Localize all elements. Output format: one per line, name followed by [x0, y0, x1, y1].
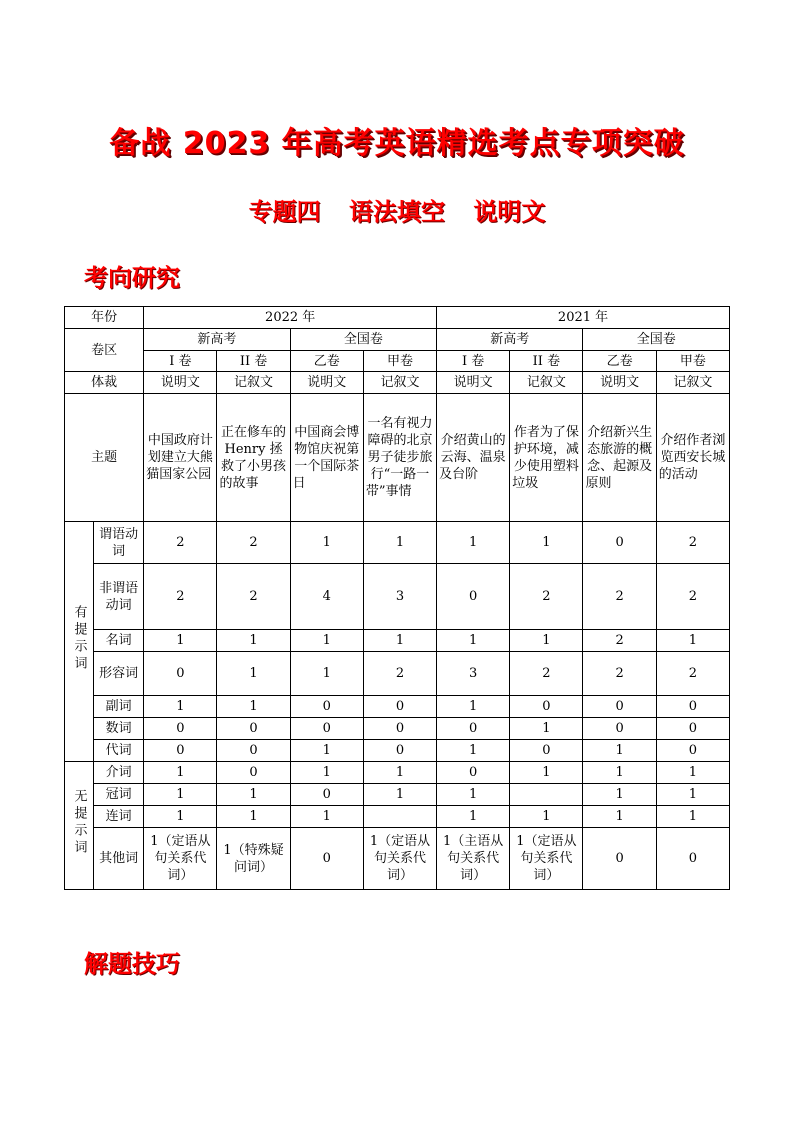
- count-cell: 0: [583, 718, 656, 740]
- count-cell: 2: [217, 564, 290, 630]
- count-cell: 1: [510, 718, 583, 740]
- section-heading-research: 考向研究: [84, 264, 180, 292]
- word-type-label: 其他词: [94, 828, 144, 890]
- genre-cell: 记叙文: [217, 372, 290, 394]
- subtitle-type: 语法填空: [349, 198, 445, 226]
- paper-cell: 甲卷: [363, 351, 436, 372]
- header-year: 年份: [65, 307, 144, 329]
- count-cell: 2: [656, 522, 729, 564]
- count-cell: 1: [144, 784, 217, 806]
- paper-cell: 乙卷: [583, 351, 656, 372]
- count-cell: 0: [583, 522, 656, 564]
- data-row: [65, 718, 730, 740]
- count-cell: 1: [583, 740, 656, 762]
- count-cell: 1: [217, 630, 290, 652]
- count-cell: 1: [217, 806, 290, 828]
- count-cell: 2: [144, 564, 217, 630]
- count-cell: 1（定语从句关系代词）: [510, 828, 583, 890]
- count-cell: 1: [144, 762, 217, 784]
- topic-cell: 中国政府计划建立大熊猫国家公园: [144, 394, 217, 522]
- count-cell: 1: [363, 762, 436, 784]
- count-cell: 1: [290, 740, 363, 762]
- count-cell: 0: [656, 718, 729, 740]
- count-cell: 1: [437, 740, 510, 762]
- header-topic: 主题: [65, 394, 144, 522]
- count-cell: 1: [290, 762, 363, 784]
- count-cell: 1: [144, 696, 217, 718]
- count-cell: 1: [437, 696, 510, 718]
- genre-cell: 说明文: [583, 372, 656, 394]
- topic-cell: 介绍作者浏览西安长城的活动: [656, 394, 729, 522]
- count-cell: 1: [656, 762, 729, 784]
- count-cell: 2: [510, 652, 583, 696]
- count-cell: 1: [510, 806, 583, 828]
- data-row: [65, 696, 730, 718]
- genre-cell: 记叙文: [363, 372, 436, 394]
- data-row: [65, 828, 730, 890]
- paper-cell: II 卷: [217, 351, 290, 372]
- data-row: [65, 564, 730, 630]
- group-cell: 全国卷: [290, 329, 436, 351]
- count-cell: 0: [656, 740, 729, 762]
- genre-cell: 记叙文: [656, 372, 729, 394]
- word-type-label: 谓语动词: [94, 522, 144, 564]
- count-cell: 3: [363, 564, 436, 630]
- count-cell: 1: [510, 762, 583, 784]
- topic-cell: 介绍新兴生态旅游的概念、起源及原则: [583, 394, 656, 522]
- count-cell: 0: [437, 718, 510, 740]
- header-genre: 体裁: [65, 372, 144, 394]
- row-topic: [65, 394, 730, 522]
- count-cell: 0: [437, 762, 510, 784]
- count-cell: 0: [437, 564, 510, 630]
- topic-cell: 中国商会博物馆庆祝第一个国际茶日: [290, 394, 363, 522]
- count-cell: 1: [656, 806, 729, 828]
- row-genre: [65, 372, 730, 394]
- count-cell: 0: [290, 696, 363, 718]
- count-cell: 0: [363, 696, 436, 718]
- group-without-hint-label: 无提示词: [71, 789, 87, 857]
- count-cell: 0: [290, 828, 363, 890]
- word-type-label: 副词: [94, 696, 144, 718]
- count-cell: 0: [144, 652, 217, 696]
- count-cell: 1（特殊疑问词）: [217, 828, 290, 890]
- count-cell: 1（定语从句关系代词）: [363, 828, 436, 890]
- year-2021: 2021 年: [437, 307, 730, 329]
- count-cell: [363, 806, 436, 828]
- count-cell: 1: [437, 522, 510, 564]
- count-cell: 0: [217, 740, 290, 762]
- subtitle-genre: 说明文: [473, 198, 546, 226]
- group-with-hint-label: 有提示词: [71, 605, 87, 673]
- genre-cell: 说明文: [290, 372, 363, 394]
- count-cell: 3: [437, 652, 510, 696]
- count-cell: 4: [290, 564, 363, 630]
- count-cell: 1: [656, 630, 729, 652]
- paper-cell: I 卷: [144, 351, 217, 372]
- count-cell: 0: [363, 718, 436, 740]
- data-row: [65, 522, 730, 564]
- word-type-label: 代词: [94, 740, 144, 762]
- count-cell: 1（主语从句关系代词）: [437, 828, 510, 890]
- data-row: [65, 784, 730, 806]
- count-cell: 2: [583, 630, 656, 652]
- count-cell: 0: [290, 784, 363, 806]
- count-cell: 1: [437, 784, 510, 806]
- document-subtitle: [0, 192, 794, 227]
- word-type-label: 冠词: [94, 784, 144, 806]
- count-cell: 1: [217, 652, 290, 696]
- count-cell: 1: [144, 630, 217, 652]
- word-type-label: 非谓语动词: [94, 564, 144, 630]
- count-cell: 0: [144, 740, 217, 762]
- paper-cell: II 卷: [510, 351, 583, 372]
- topic-cell: 正在修车的 Henry 拯救了小男孩的故事: [217, 394, 290, 522]
- topic-cell: 一名有视力障碍的北京男子徒步旅行“一路一带”事情: [363, 394, 436, 522]
- count-cell: 2: [217, 522, 290, 564]
- topic-cell: 作者为了保护环境，减少使用塑料垃圾: [510, 394, 583, 522]
- row-paper: [65, 351, 730, 372]
- count-cell: 1: [290, 652, 363, 696]
- count-cell: 1: [656, 784, 729, 806]
- count-cell: 1: [290, 806, 363, 828]
- group-cell: 全国卷: [583, 329, 730, 351]
- count-cell: 0: [363, 740, 436, 762]
- count-cell: 0: [290, 718, 363, 740]
- count-cell: 1: [363, 630, 436, 652]
- data-row: [65, 806, 730, 828]
- section-heading-tips: 解题技巧: [84, 950, 180, 978]
- count-cell: 0: [217, 718, 290, 740]
- topic-cell: 介绍黄山的云海、温泉及台阶: [437, 394, 510, 522]
- subtitle-topic: 专题四: [248, 198, 321, 226]
- row-group: [65, 329, 730, 351]
- count-cell: 2: [583, 564, 656, 630]
- count-cell: 1: [363, 784, 436, 806]
- count-cell: 2: [144, 522, 217, 564]
- count-cell: 0: [583, 696, 656, 718]
- genre-cell: 说明文: [437, 372, 510, 394]
- count-cell: 0: [510, 740, 583, 762]
- data-row: [65, 740, 730, 762]
- count-cell: 0: [583, 828, 656, 890]
- group-with-hint: [65, 522, 94, 762]
- count-cell: 0: [217, 762, 290, 784]
- data-row: [65, 630, 730, 652]
- count-cell: 1: [217, 696, 290, 718]
- count-cell: 2: [363, 652, 436, 696]
- count-cell: 1: [437, 806, 510, 828]
- count-cell: 1: [290, 630, 363, 652]
- count-cell: 0: [656, 696, 729, 718]
- count-cell: 1（定语从句关系代词）: [144, 828, 217, 890]
- count-cell: 2: [510, 564, 583, 630]
- data-row: [65, 652, 730, 696]
- word-type-label: 形容词: [94, 652, 144, 696]
- exam-analysis-table: [64, 306, 730, 890]
- word-type-label: 连词: [94, 806, 144, 828]
- paper-cell: 乙卷: [290, 351, 363, 372]
- count-cell: 1: [510, 522, 583, 564]
- row-year: [65, 307, 730, 329]
- count-cell: 1: [144, 806, 217, 828]
- data-row: [65, 762, 730, 784]
- genre-cell: 说明文: [144, 372, 217, 394]
- word-type-label: 名词: [94, 630, 144, 652]
- group-without-hint: [65, 762, 94, 890]
- word-type-label: 数词: [94, 718, 144, 740]
- count-cell: 2: [656, 564, 729, 630]
- genre-cell: 记叙文: [510, 372, 583, 394]
- count-cell: 1: [510, 630, 583, 652]
- count-cell: 1: [217, 784, 290, 806]
- count-cell: 1: [583, 806, 656, 828]
- group-cell: 新高考: [144, 329, 290, 351]
- document-title: 备战 2023 年高考英语精选考点专项突破: [109, 126, 685, 161]
- count-cell: 0: [144, 718, 217, 740]
- count-cell: 0: [510, 696, 583, 718]
- paper-cell: 甲卷: [656, 351, 729, 372]
- count-cell: 1: [583, 784, 656, 806]
- count-cell: 1: [290, 522, 363, 564]
- count-cell: 1: [363, 522, 436, 564]
- count-cell: 2: [656, 652, 729, 696]
- count-cell: 2: [583, 652, 656, 696]
- count-cell: 1: [583, 762, 656, 784]
- paper-cell: I 卷: [437, 351, 510, 372]
- word-type-label: 介词: [94, 762, 144, 784]
- count-cell: 0: [656, 828, 729, 890]
- group-cell: 新高考: [437, 329, 583, 351]
- year-2022: 2022 年: [144, 307, 437, 329]
- count-cell: [510, 784, 583, 806]
- count-cell: 1: [437, 630, 510, 652]
- header-paper: 卷区: [65, 329, 144, 372]
